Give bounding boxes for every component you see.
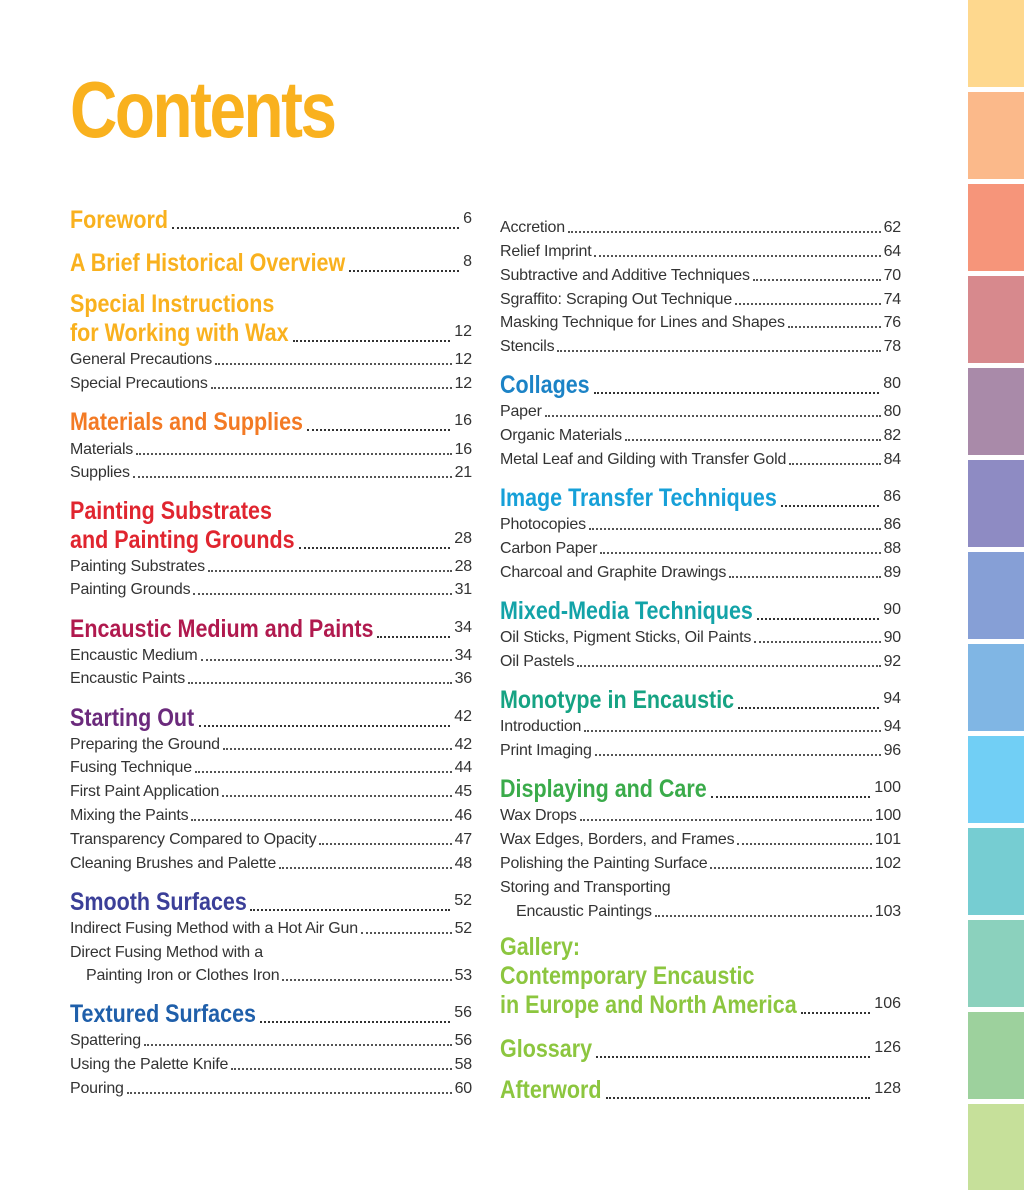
dot-leader xyxy=(307,428,450,431)
dot-leader xyxy=(250,908,450,911)
entry-title: Oil Pastels xyxy=(500,653,575,670)
page-number: 76 xyxy=(883,314,901,331)
toc-section-heading[interactable] xyxy=(500,933,901,1020)
entry-title: Transparency Compared to Opacity xyxy=(70,831,317,848)
section-title: Special Instructions for Working with Wax xyxy=(70,290,289,347)
toc-section-heading[interactable] xyxy=(500,686,901,715)
toc-entry[interactable] xyxy=(70,463,472,483)
section-title: Mixed-Media Techniques xyxy=(500,597,753,625)
page-number: 42 xyxy=(454,708,472,725)
color-tab xyxy=(968,0,1024,87)
page-number: 56 xyxy=(454,1032,472,1049)
page-title: Contents xyxy=(70,65,335,154)
page-number: 102 xyxy=(874,855,901,872)
color-tab xyxy=(968,368,1024,455)
toc-section-heading[interactable] xyxy=(70,888,472,917)
entry-title: Paper xyxy=(500,403,542,420)
dot-leader xyxy=(260,1020,450,1023)
dot-leader xyxy=(172,226,459,229)
entry-title: Wax Drops xyxy=(500,807,577,824)
entry-title: Painting Iron or Clothes Iron xyxy=(86,967,280,984)
toc-entry[interactable] xyxy=(500,515,901,535)
toc-entry[interactable] xyxy=(70,782,472,802)
section-title: Smooth Surfaces xyxy=(70,888,247,916)
page-number: 34 xyxy=(454,647,472,664)
page-number: 94 xyxy=(883,690,901,707)
toc-entry[interactable] xyxy=(70,854,472,874)
page-number: 58 xyxy=(454,1056,472,1073)
page-number: 31 xyxy=(454,581,472,598)
dot-leader xyxy=(293,339,450,342)
page-number: 62 xyxy=(883,219,901,236)
toc-entry[interactable] xyxy=(70,830,472,850)
toc-entry[interactable] xyxy=(70,669,472,689)
entry-title: Wax Edges, Borders, and Frames xyxy=(500,831,735,848)
toc-entry[interactable] xyxy=(500,218,901,238)
entry-title: Pouring xyxy=(70,1080,124,1097)
toc-entry[interactable] xyxy=(500,652,901,672)
dot-leader xyxy=(191,818,451,821)
entry-title: Relief Imprint xyxy=(500,243,592,260)
section-title: Textured Surfaces xyxy=(70,1000,257,1028)
toc-entry[interactable] xyxy=(70,943,472,963)
dot-leader xyxy=(737,842,871,845)
entry-title: Materials xyxy=(70,441,134,458)
dot-leader xyxy=(625,438,881,441)
entry-title: Indirect Fusing Method with a Hot Air Gun xyxy=(70,920,358,937)
toc-entry[interactable] xyxy=(70,580,472,600)
page-number: 82 xyxy=(883,427,901,444)
page-number: 56 xyxy=(454,1004,472,1021)
dot-leader xyxy=(133,475,452,478)
page-number: 52 xyxy=(454,920,472,937)
toc-entry[interactable] xyxy=(70,806,472,826)
toc-entry[interactable] xyxy=(500,539,901,559)
toc-section-heading[interactable] xyxy=(500,1035,901,1064)
toc-section-heading[interactable] xyxy=(70,704,472,733)
dot-leader xyxy=(655,914,872,917)
section-title: Image Transfer Techniques xyxy=(500,484,777,512)
color-tab-strip xyxy=(968,0,1024,1190)
toc-section-heading[interactable] xyxy=(500,1076,901,1105)
toc-section-heading[interactable] xyxy=(70,206,472,235)
page-number: 28 xyxy=(454,558,472,575)
section-title: Gallery: Contemporary Encaustic in Europe and North America xyxy=(500,933,797,1019)
dot-leader xyxy=(199,724,451,727)
entry-title: Encaustic Medium xyxy=(70,647,198,664)
page-number: 44 xyxy=(454,759,472,776)
toc-entry[interactable] xyxy=(500,902,901,922)
toc-section-heading[interactable] xyxy=(70,408,472,437)
page-number: 90 xyxy=(883,629,901,646)
dot-leader xyxy=(188,681,452,684)
color-tab xyxy=(968,184,1024,271)
page-number: 90 xyxy=(883,601,901,618)
dot-leader xyxy=(801,1011,871,1014)
page-number: 16 xyxy=(454,412,472,429)
entry-title: Subtractive and Additive Techniques xyxy=(500,267,750,284)
section-title: Monotype in Encaustic xyxy=(500,686,735,714)
dot-leader xyxy=(193,592,451,595)
page-number: 46 xyxy=(454,807,472,824)
toc-entry[interactable] xyxy=(500,426,901,446)
entry-title: Encaustic Paints xyxy=(70,670,186,687)
toc-entry[interactable] xyxy=(500,878,901,898)
dot-leader xyxy=(215,362,452,365)
section-title: Glossary xyxy=(500,1035,593,1063)
dot-leader xyxy=(757,617,879,620)
dot-leader xyxy=(594,254,880,257)
color-tab xyxy=(968,1012,1024,1099)
entry-title: Accretion xyxy=(500,219,565,236)
toc-entry[interactable] xyxy=(70,1031,472,1051)
entry-title: Metal Leaf and Gilding with Transfer Gold xyxy=(500,451,787,468)
section-title: Materials and Supplies xyxy=(70,408,303,436)
toc-entry[interactable] xyxy=(70,440,472,460)
dot-leader xyxy=(781,504,880,507)
page-number: 6 xyxy=(463,210,472,227)
dot-leader xyxy=(201,658,452,661)
toc-entry[interactable] xyxy=(500,450,901,470)
toc-section-heading[interactable] xyxy=(500,371,901,400)
dot-leader xyxy=(595,753,881,756)
section-title: Encaustic Medium and Paints xyxy=(70,615,374,643)
page-number: 84 xyxy=(883,451,901,468)
dot-leader xyxy=(361,931,452,934)
page-number: 86 xyxy=(883,488,901,505)
page-number: 74 xyxy=(883,291,901,308)
entry-title: Using the Palette Knife xyxy=(70,1056,229,1073)
dot-leader xyxy=(231,1067,451,1070)
page-number: 128 xyxy=(874,1080,901,1097)
section-title: Starting Out xyxy=(70,704,195,732)
page-number: 52 xyxy=(454,892,472,909)
entry-title: Organic Materials xyxy=(500,427,622,444)
entry-title: General Precautions xyxy=(70,351,213,368)
entry-title: Encaustic Paintings xyxy=(516,903,652,920)
dot-leader xyxy=(144,1043,452,1046)
toc-section-heading[interactable] xyxy=(500,484,901,513)
page-number: 12 xyxy=(454,323,472,340)
dot-leader xyxy=(208,569,452,572)
dot-leader xyxy=(606,1096,871,1099)
dot-leader xyxy=(600,551,880,554)
section-title: Painting Substrates and Painting Grounds xyxy=(70,497,295,554)
toc-entry[interactable] xyxy=(70,557,472,577)
color-tab xyxy=(968,92,1024,179)
toc-entry[interactable] xyxy=(500,717,901,737)
page-number: 16 xyxy=(454,441,472,458)
dot-leader xyxy=(594,391,879,394)
entry-title: First Paint Application xyxy=(70,783,220,800)
dot-leader xyxy=(127,1091,452,1094)
entry-title: Direct Fusing Method with a xyxy=(70,944,263,961)
color-tab xyxy=(968,552,1024,639)
dot-leader xyxy=(223,747,452,750)
toc-entry[interactable] xyxy=(500,266,901,286)
dot-leader xyxy=(596,1055,870,1058)
toc-section-heading[interactable] xyxy=(70,1000,472,1029)
page-number: 103 xyxy=(874,903,901,920)
entry-title: Fusing Technique xyxy=(70,759,192,776)
toc-entry[interactable] xyxy=(500,741,901,761)
entry-title: Print Imaging xyxy=(500,742,592,759)
dot-leader xyxy=(711,795,870,798)
page-number: 88 xyxy=(883,540,901,557)
toc-entry[interactable] xyxy=(500,313,901,333)
dot-leader xyxy=(279,866,451,869)
toc-entry[interactable] xyxy=(500,290,901,310)
page-number: 100 xyxy=(874,779,901,796)
entry-title: Sgraffito: Scraping Out Technique xyxy=(500,291,733,308)
toc-section-heading[interactable] xyxy=(70,615,472,644)
page-number: 126 xyxy=(874,1039,901,1056)
entry-title: Charcoal and Graphite Drawings xyxy=(500,564,727,581)
toc-entry[interactable] xyxy=(500,337,901,357)
dot-leader xyxy=(282,978,451,981)
page-number: 60 xyxy=(454,1080,472,1097)
page-number: 100 xyxy=(874,807,901,824)
section-title: Displaying and Care xyxy=(500,775,707,803)
dot-leader xyxy=(222,794,451,797)
entry-title: Oil Sticks, Pigment Sticks, Oil Paints xyxy=(500,629,752,646)
dot-leader xyxy=(568,230,881,233)
entry-title: Carbon Paper xyxy=(500,540,598,557)
toc-entry[interactable] xyxy=(70,966,472,986)
section-title: Afterword xyxy=(500,1076,602,1104)
color-tab xyxy=(968,1104,1024,1190)
color-tab xyxy=(968,276,1024,363)
entry-title: Storing and Transporting xyxy=(500,879,671,896)
dot-leader xyxy=(377,635,450,638)
page-number: 45 xyxy=(454,783,472,800)
page-number: 89 xyxy=(883,564,901,581)
dot-leader xyxy=(557,349,880,352)
toc-entry[interactable] xyxy=(70,374,472,394)
toc-entry[interactable] xyxy=(70,919,472,939)
toc-entry[interactable] xyxy=(500,854,901,874)
entry-title: Cleaning Brushes and Palette xyxy=(70,855,277,872)
toc-entry[interactable] xyxy=(500,628,901,648)
page-number: 106 xyxy=(874,995,901,1012)
toc-entry[interactable] xyxy=(500,830,901,850)
color-tab xyxy=(968,736,1024,823)
dot-leader xyxy=(584,729,880,732)
toc-entry[interactable] xyxy=(70,646,472,666)
page-number: 53 xyxy=(454,967,472,984)
entry-title: Preparing the Ground xyxy=(70,736,220,753)
dot-leader xyxy=(211,386,452,389)
toc-section-heading[interactable] xyxy=(70,497,472,555)
page-number: 64 xyxy=(883,243,901,260)
page-number: 36 xyxy=(454,670,472,687)
page-number: 101 xyxy=(874,831,901,848)
toc-entry[interactable] xyxy=(70,1055,472,1075)
dot-leader xyxy=(545,414,881,417)
dot-leader xyxy=(349,269,459,272)
page-number: 86 xyxy=(883,516,901,533)
page-number: 80 xyxy=(883,403,901,420)
entry-title: Spattering xyxy=(70,1032,141,1049)
toc-section-heading[interactable] xyxy=(500,775,901,804)
toc-section-heading[interactable] xyxy=(70,290,472,348)
page-number: 28 xyxy=(454,530,472,547)
toc-entry[interactable] xyxy=(70,735,472,755)
entry-title: Painting Grounds xyxy=(70,581,191,598)
entry-title: Mixing the Paints xyxy=(70,807,189,824)
dot-leader xyxy=(299,546,451,549)
toc-entry[interactable] xyxy=(500,563,901,583)
dot-leader xyxy=(788,325,881,328)
toc-section-heading[interactable] xyxy=(70,249,472,278)
dot-leader xyxy=(589,527,881,530)
toc-entry[interactable] xyxy=(500,402,901,422)
toc-entry[interactable] xyxy=(500,806,901,826)
entry-title: Introduction xyxy=(500,718,582,735)
dot-leader xyxy=(319,842,451,845)
page-number: 96 xyxy=(883,742,901,759)
page-number: 12 xyxy=(454,351,472,368)
dot-leader xyxy=(729,575,880,578)
entry-title: Special Precautions xyxy=(70,375,208,392)
dot-leader xyxy=(738,706,879,709)
section-title: A Brief Historical Overview xyxy=(70,249,346,277)
toc-entry[interactable] xyxy=(70,350,472,370)
section-title: Collages xyxy=(500,371,590,399)
page-number: 42 xyxy=(454,736,472,753)
color-tab xyxy=(968,920,1024,1007)
color-tab xyxy=(968,644,1024,731)
dot-leader xyxy=(754,640,880,643)
page-number: 47 xyxy=(454,831,472,848)
entry-title: Polishing the Painting Surface xyxy=(500,855,708,872)
page-number: 34 xyxy=(454,619,472,636)
dot-leader xyxy=(577,664,880,667)
page-number: 21 xyxy=(454,464,472,481)
entry-title: Photocopies xyxy=(500,516,586,533)
page-number: 12 xyxy=(454,375,472,392)
page-number: 48 xyxy=(454,855,472,872)
entry-title: Stencils xyxy=(500,338,555,355)
color-tab xyxy=(968,460,1024,547)
page-number: 78 xyxy=(883,338,901,355)
dot-leader xyxy=(580,818,872,821)
color-tab xyxy=(968,828,1024,915)
toc-entry[interactable] xyxy=(70,1079,472,1099)
dot-leader xyxy=(710,866,871,869)
page-number: 70 xyxy=(883,267,901,284)
dot-leader xyxy=(136,452,451,455)
dot-leader xyxy=(735,302,881,305)
page-number: 94 xyxy=(883,718,901,735)
toc-section-heading[interactable] xyxy=(500,597,901,626)
toc-entry[interactable] xyxy=(500,242,901,262)
toc-entry[interactable] xyxy=(70,758,472,778)
entry-title: Supplies xyxy=(70,464,130,481)
dot-leader xyxy=(753,278,881,281)
entry-title: Painting Substrates xyxy=(70,558,205,575)
page-number: 92 xyxy=(883,653,901,670)
page-number: 8 xyxy=(463,253,472,270)
dot-leader xyxy=(195,770,452,773)
entry-title: Masking Technique for Lines and Shapes xyxy=(500,314,785,331)
section-title: Foreword xyxy=(70,206,168,234)
page-number: 80 xyxy=(883,375,901,392)
dot-leader xyxy=(789,462,880,465)
